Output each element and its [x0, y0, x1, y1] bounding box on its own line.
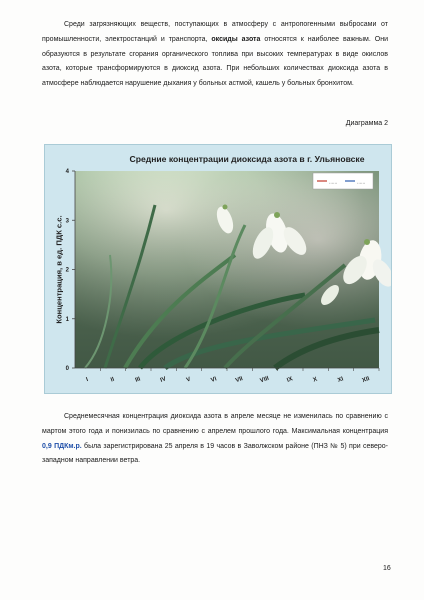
x-tick-label: IV: [159, 376, 168, 384]
photo-background: [75, 171, 391, 368]
summary-paragraph: [42, 410, 388, 469]
y-tick-label: 2: [65, 267, 69, 274]
intro-paragraph: [42, 18, 388, 92]
y-tick-label: 3: [65, 218, 69, 225]
summary-text-start: Среднемесячная концентрация диоксида азота в апреле месяце не изменилась по сравнению с мартом этого года и понизилась по сравнению с апрелем прошлого года. Максимальная концентрация: [42, 413, 388, 435]
diagram-label: Диаграмма 2: [345, 120, 388, 127]
page-number: 16: [383, 565, 391, 572]
x-ticks: [86, 368, 379, 384]
x-tick-label: VI: [210, 376, 218, 384]
y-tick-label: 0: [65, 366, 69, 372]
max-concentration-value: 0,9 ПДКм.р.: [42, 442, 82, 450]
chart: [44, 144, 392, 394]
y-axis-label: Концентрация, в ед. ПДК с.с.: [54, 215, 64, 324]
x-tick-label: XII: [361, 375, 371, 385]
x-tick-label: IX: [286, 376, 294, 384]
summary-text-end: была зарегистрирована 25 апреля в 19 часов в Заволжском районе (ПНЗ № 5) при северо-западном направлении ветра.: [42, 442, 389, 465]
x-tick-label: VII: [234, 375, 244, 385]
x-tick-label: I: [85, 376, 90, 384]
x-tick-label: III: [134, 376, 142, 384]
x-tick-label: V: [185, 376, 192, 384]
x-tick-label: VIII: [259, 375, 270, 385]
y-ticks: [66, 169, 75, 372]
chart-title: Средние концентрации диоксида азота в г. Ульяновске: [129, 154, 365, 164]
y-tick-label: 1: [65, 316, 69, 323]
y-tick-label: 4: [65, 169, 69, 175]
legend: [313, 173, 373, 189]
intro-text-end: относятся к наиболее важным. Они образуются в результате сгорания органического топлива при высоких температурах в виде окислов азота, которые трансформируются в диоксид азота. При небольших количествах диоксида азота в атмосфере наблюдается нарушение дыхания у больных астмой, кашель у больных бронхитом.: [42, 35, 388, 88]
intro-text-start: Среди загрязняющих веществ, поступающих в атмосферу с антропогенными выбросами от промышленности, электростанций и транспорта,: [42, 21, 388, 43]
x-tick-label: XI: [336, 376, 345, 384]
x-tick-label: II: [110, 376, 116, 384]
intro-bold-term: оксиды азота: [211, 35, 261, 43]
legend-entry-1: ......: [329, 179, 338, 186]
chart-svg: [45, 145, 391, 393]
legend-entry-2: ......: [357, 179, 366, 186]
x-tick-label: X: [312, 376, 319, 384]
